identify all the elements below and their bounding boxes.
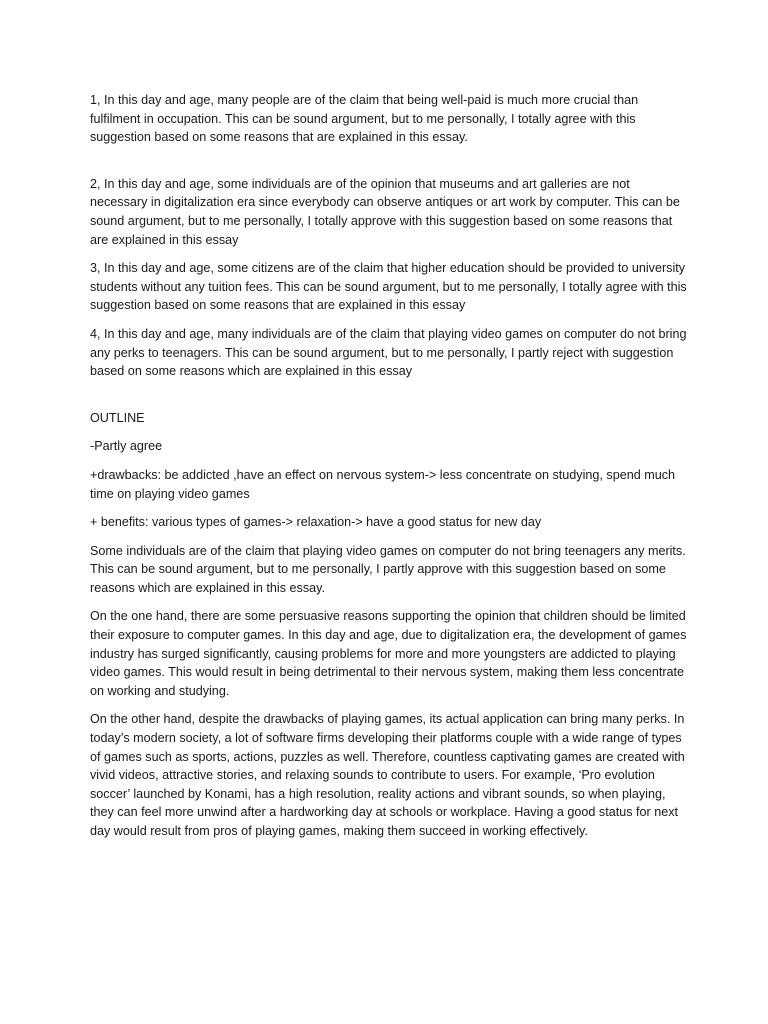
essay-body-1: On the one hand, there are some persuasive reasons supporting the opinion that children should be limited their exposure to computer games. In this day and age, due to digitalization era, the development of games industry has surged significantly, causing problems for more and more youngsters are addicted to playing video games. This would result in being detrimental to their nervous system, making them less concentrate on working and studying. [90, 609, 687, 698]
essay-body-2: On the other hand, despite the drawbacks of playing games, its actual application can bring many perks. In today’s modern society, a lot of software firms developing their platforms couple with a wide range of types of games such as sports, actions, puzzles as well. Therefore, countless captivating games are created with vivid videos, attractive stories, and relaxing sounds to contribute to users. For example, ‘Pro evolution soccer’ launched by Konami, has a high resolution, reality actions and vibrant sounds, so when playing, they can feel more unwind after a hardworking day at schools or workplace. Having a good status for next day would result from pros of playing games, making them succeed in working effectively. [90, 712, 685, 838]
paragraph-1: 1, In this day and age, many people are of the claim that being well-paid is much more crucial than fulfilment in occupation. This can be sound argument, but to me personally, I totally agree with this suggestion based on some reasons that are explained in this essay. [90, 93, 639, 145]
paragraph-4: 4, In this day and age, many individuals are of the claim that playing video games on computer do not bring any perks to teenagers. This can be sound argument, but to me personally, I partly reject with suggestion based on some reasons which are explained in this essay [90, 326, 687, 379]
document-body [90, 91, 688, 851]
outline-benefits: + benefits: various types of games-> relaxation-> have a good status for new day [90, 515, 542, 530]
essay-introduction: Some individuals are of the claim that playing video games on computer do not bring teenagers any merits. This can be sound argument, but to me personally, I partly approve with this suggestion based on some reasons which are explained in this essay. [90, 543, 686, 595]
paragraph-3: 3, In this day and age, some citizens are of the claim that higher education should be provided to university students without any tuition fees. This can be sound argument, but to me personally, I totally agree with this suggestion based on some reasons that are explained in this essay [90, 261, 687, 313]
outline-stance: -Partly agree [90, 439, 163, 454]
outline-heading: OUTLINE [90, 410, 145, 425]
paragraph-2: 2, In this day and age, some individuals are of the opinion that museums and art galleries are not necessary in digitalization era since everybody can observe antiques or art work by computer. This can be sound argument, but to me personally, I totally approve with this suggestion based on some reasons that are explained in this essay [90, 176, 680, 247]
outline-drawbacks: +drawbacks: be addicted ,have an effect on nervous system-> less concentrate on studying, spend much time on playing video games [90, 467, 676, 501]
